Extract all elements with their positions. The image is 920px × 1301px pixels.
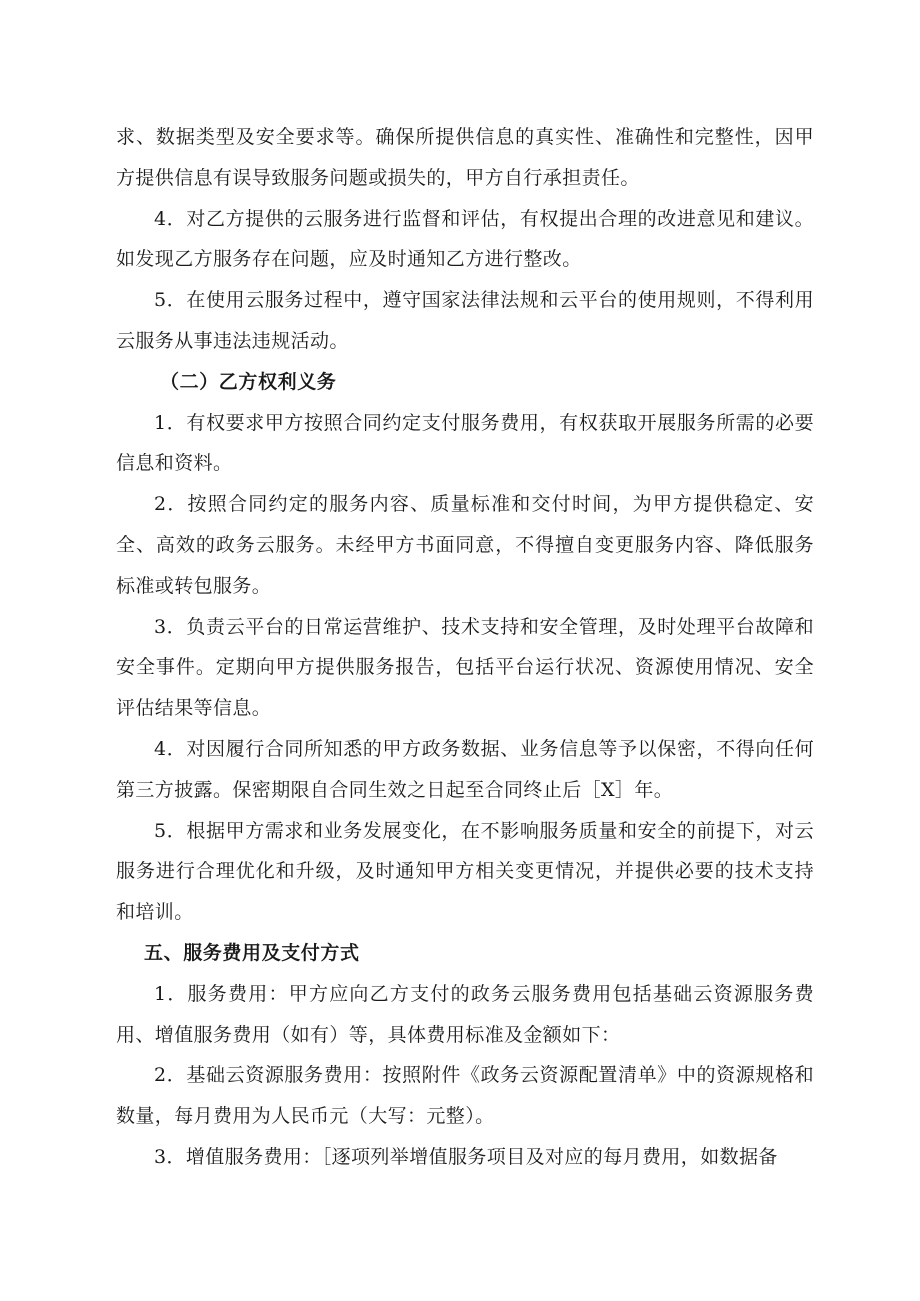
paragraph-fees-item-2: 2．基础云资源服务费用：按照附件《政务云资源配置清单》中的资源规格和数量，每月费用为人民币元（大写：元整）。 <box>116 1064 814 1128</box>
paragraph-party-b-item-2: 2．按照合同约定的服务内容、质量标准和交付时间，为甲方提供稳定、安全、高效的政务云服务。未经甲方书面同意，不得擅自变更服务内容、降低服务标准或转包服务。 <box>116 493 814 597</box>
paragraph-party-b-item-3: 3．负责云平台的日常运营维护、技术支持和安全管理，及时处理平台故障和安全事件。定期向甲方提供服务报告，包括平台运行状况、资源使用情况、安全评估结果等信息。 <box>116 615 814 720</box>
paragraph-party-b-item-4: 4．对因履行合同所知悉的甲方政务数据、业务信息等予以保密，不得向任何第三方披露。保密期限自合同生效之日起至合同终止后［X］年。 <box>116 737 814 801</box>
paragraph-party-b-item-5: 5．根据甲方需求和业务发展变化，在不影响服务质量和安全的前提下，对云服务进行合理优化和升级，及时通知甲方相关变更情况，并提供必要的技术支持和培训。 <box>116 819 814 924</box>
document-page <box>116 117 814 1178</box>
paragraph-fees-item-1: 1．服务费用：甲方应向乙方支付的政务云服务费用包括基础云资源服务费用、增值服务费用（如有）等，具体费用标准及金额如下： <box>116 982 814 1046</box>
paragraph-party-a-item-4: 4．对乙方提供的云服务进行监督和评估，有权提出合理的改进意见和建议。如发现乙方服务存在问题，应及时通知乙方进行整改。 <box>116 207 814 271</box>
section-heading-fees-payment: 五、服务费用及支付方式 <box>144 941 360 964</box>
paragraph-party-a-info-continued: 求、数据类型及安全要求等。确保所提供信息的真实性、准确性和完整性，因甲方提供信息有误导致服务问题或损失的，甲方自行承担责任。 <box>116 126 814 189</box>
paragraph-fees-item-3: 3．增值服务费用：［逐项列举增值服务项目及对应的每月费用，如数据备 <box>154 1145 778 1168</box>
paragraph-party-b-item-1: 1．有权要求甲方按照合同约定支付服务费用，有权获取开展服务所需的必要信息和资料。 <box>116 411 814 475</box>
paragraph-party-a-item-5: 5．在使用云服务过程中，遵守国家法律法规和云平台的使用规则，不得利用云服务从事违法违规活动。 <box>116 289 814 352</box>
section-heading-party-b-rights: （二）乙方权利义务 <box>160 370 337 393</box>
